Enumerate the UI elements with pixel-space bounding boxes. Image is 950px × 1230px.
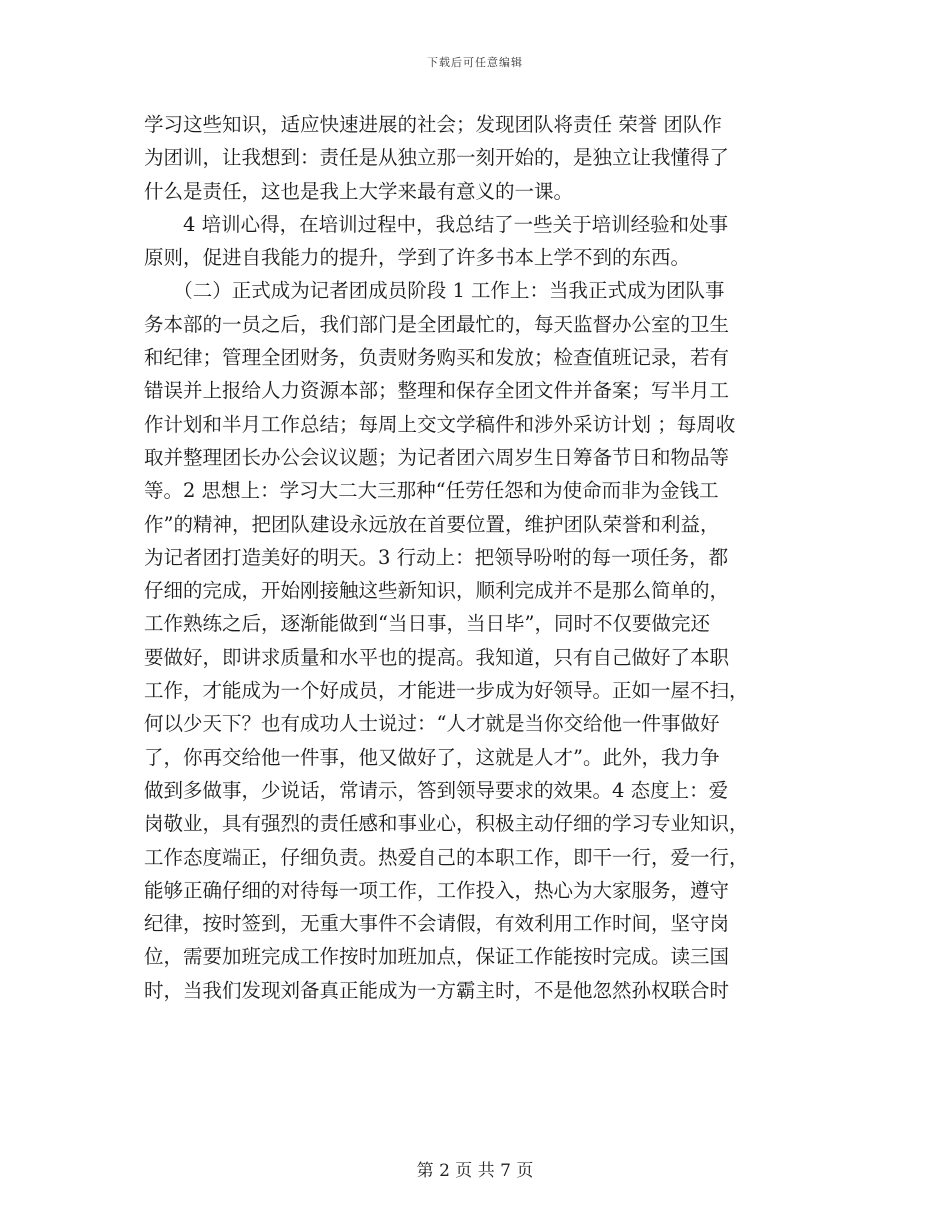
text-line: 纪律，按时签到，无重大事件不会请假，有效利用工作时间，坚守岗 xyxy=(144,912,730,936)
text-line: 什么是责任，这也是我上大学来最有意义的一课。 xyxy=(144,179,574,203)
text-line: （二）正式成为记者团成员阶段 1 工作上：当我正式成为团队事 xyxy=(144,279,725,303)
text-line: 等。2 思想上：学习大二大三那种“任劳任怨和为使命而非为金钱工 xyxy=(144,479,719,503)
text-line: 要做好，即讲求质量和水平也的提高。我知道，只有自己做好了本职 xyxy=(144,645,730,669)
page-number-footer: 第 2 页 共 7 页 xyxy=(416,1161,534,1181)
text-line: 时，当我们发现刘备真正能成为一方霸主时，不是他忽然孙权联合时 xyxy=(144,978,730,1002)
text-line: 务本部的一员之后，我们部门是全团最忙的，每天监督办公室的卫生 xyxy=(144,312,730,336)
text-line: 为记者团打造美好的明天。3 行动上：把领导吩咐的每一项任务，都 xyxy=(144,545,729,569)
text-line: 和纪律；管理全团财务，负责财务购买和发放；检查值班记录，若有 xyxy=(144,346,730,370)
text-line: 作”的精神，把团队建设永远放在首要位置，维护团队荣誉和利益， xyxy=(144,512,720,536)
text-line: 仔细的完成，开始刚接触这些新知识，顺利完成并不是那么简单的， xyxy=(144,579,730,603)
text-line: 作计划和半月工作总结；每周上交文学稿件和涉外采访计划 ；每周收 xyxy=(144,412,736,436)
text-line: 工作态度端正，仔细负责。热爱自己的本职工作，即干一行，爱一行， xyxy=(144,845,749,869)
text-line: 能够正确仔细的对待每一项工作，工作投入，热心为大家服务，遵守 xyxy=(144,878,730,902)
text-line: 为团训，让我想到：责任是从独立那一刻开始的，是独立让我懂得了 xyxy=(144,146,730,170)
text-line: 何以少天下？也有成功人士说过：“人才就是当你交给他一件事做好 xyxy=(144,712,720,736)
text-line: 取并整理团长办公会议议题；为记者团六周岁生日筹备节日和物品等 xyxy=(144,445,730,469)
page-header: 下载后可任意编辑 xyxy=(427,56,523,69)
text-line: 工作熟练之后，逐渐能做到“当日事，当日毕”，同时不仅要做完还 xyxy=(144,612,710,636)
document-body xyxy=(144,108,808,1007)
text-line: 错误并上报给人力资源本部；整理和保存全团文件并备案；写半月工 xyxy=(144,379,730,403)
text-line: 学习这些知识，适应快速进展的社会；发现团队将责任 荣誉 团队作 xyxy=(144,113,722,136)
text-line: 岗敬业，具有强烈的责任感和事业心，积极主动仔细的学习专业知识， xyxy=(144,812,749,836)
text-line: 原则，促进自我能力的提升，学到了许多书本上学不到的东西。 xyxy=(144,246,691,270)
text-line: 了，你再交给他一件事，他又做好了，这就是人才”。此外，我力争 xyxy=(144,745,720,769)
text-line: 工作，才能成为一个好成员，才能进一步成为好领导。正如一屋不扫， xyxy=(144,679,749,703)
text-line: 位，需要加班完成工作按时加班加点，保证工作能按时完成。读三国 xyxy=(144,945,730,969)
text-line: 4 培训心得，在培训过程中，我总结了一些关于培训经验和处事 xyxy=(144,212,729,236)
text-line: 做到多做事，少说话，常请示，答到领导要求的效果。4 态度上：爱 xyxy=(144,778,729,802)
